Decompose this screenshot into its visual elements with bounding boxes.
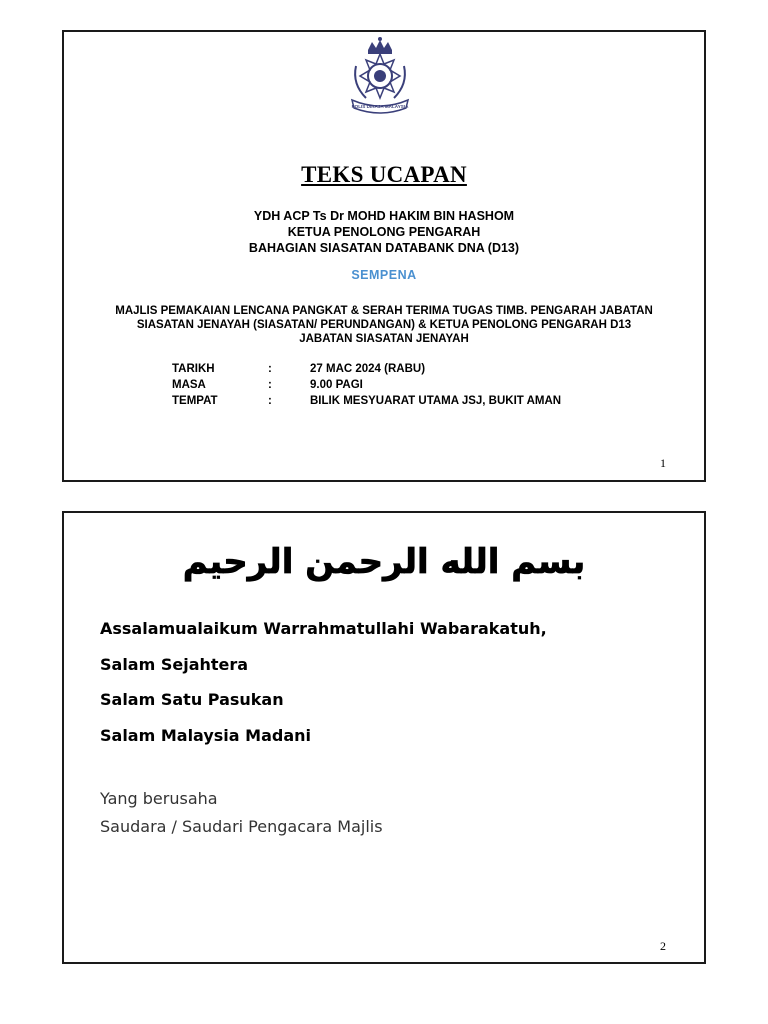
detail-colon: :: [268, 363, 272, 375]
detail-row-date: [172, 363, 561, 379]
detail-row-venue: [172, 395, 561, 411]
event-line-2: SIASATAN JENAYAH (SIASATAN/ PERUNDANGAN) & KETUA PENOLONG PENGARAH D13: [136, 319, 632, 331]
address-line-1: Yang berusaha: [100, 789, 218, 808]
slide-1: [62, 30, 706, 482]
pdrm-logo-icon: [344, 36, 416, 116]
detail-colon: :: [268, 395, 272, 407]
greeting-1: Assalamualaikum Warrahmatullahi Wabarakatuh,: [100, 619, 547, 638]
event-description: [98, 304, 670, 346]
logo-scroll-text: POLIS DIRAJA MALAYSIA: [351, 104, 409, 109]
detail-value: 9.00 PAGI: [310, 379, 363, 391]
officer-block: [64, 208, 704, 256]
detail-label: MASA: [172, 379, 206, 391]
sempena-label: SEMPENA: [351, 268, 417, 282]
event-details: [172, 363, 561, 411]
bismillah-calligraphy: [182, 519, 586, 593]
address-line-2: Saudara / Saudari Pengacara Majlis: [100, 817, 383, 836]
detail-value: BILIK MESYUARAT UTAMA JSJ, BUKIT AMAN: [310, 395, 562, 407]
detail-label: TARIKH: [172, 363, 215, 375]
greeting-3: Salam Satu Pasukan: [100, 690, 284, 709]
event-line-3: JABATAN SIASATAN JENAYAH: [299, 333, 469, 345]
greeting-2: Salam Sejahtera: [100, 655, 249, 674]
bismillah-text: بسم الله الرحمن الرحيم: [182, 542, 586, 582]
greeting-4: Salam Malaysia Madani: [100, 726, 311, 745]
officer-division: BAHAGIAN SIASATAN DATABANK DNA (D13): [248, 241, 520, 255]
slide-2: [62, 511, 706, 964]
event-line-1: MAJLIS PEMAKAIAN LENCANA PANGKAT & SERAH TERIMA TUGAS TIMB. PENGARAH JABATAN: [115, 305, 653, 317]
officer-name: YDH ACP Ts Dr MOHD HAKIM BIN HASHOM: [253, 209, 515, 223]
page-title: TEKS UCAPAN: [301, 162, 467, 187]
detail-value: 27 MAC 2024 (RABU): [310, 363, 426, 375]
page-number: 1: [660, 456, 666, 470]
detail-label: TEMPAT: [172, 395, 218, 407]
detail-colon: :: [268, 379, 272, 391]
page-number: 2: [660, 939, 666, 953]
detail-row-time: [172, 379, 561, 395]
officer-position: KETUA PENOLONG PENGARAH: [287, 225, 481, 239]
